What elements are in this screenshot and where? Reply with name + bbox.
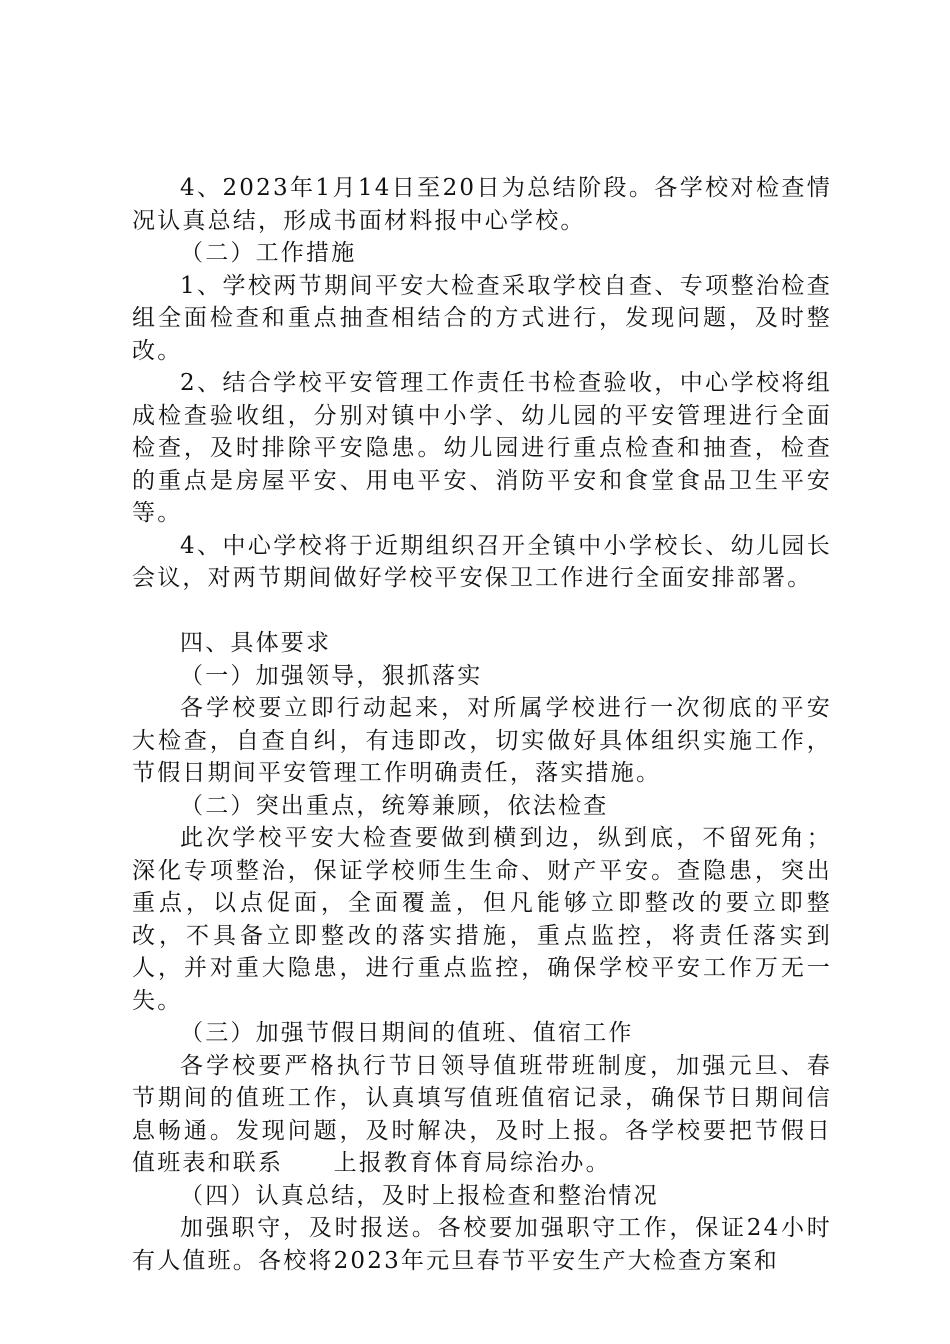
heading-strengthen-leadership: （一）加强领导，狠抓落实 [180,662,483,689]
heading-specific-requirements: 四、具体要求 [180,630,332,656]
paragraph-measure-4: 4、中心学校将于近期组织召开全镇中小学校长、幼儿园长会议，对两节期间做好学校平安保卫工作进行全面安排部署。 [132,532,832,591]
heading-duty-work: （三）加强节假日期间的值班、值宿工作 [180,1020,634,1046]
document-body [132,172,832,1277]
heading-work-measures: （二）工作措施 [180,240,357,266]
heading-summary-report: （四）认真总结，及时上报检查和整治情况 [180,1182,659,1209]
paragraph-measure-2: 2、结合学校平安管理工作责任书检查验收，中心学校将组成检查验收组，分别对镇中小学、幼儿园的平安管理进行全面检查，及时排除平安隐患。幼儿园进行重点检查和抽查，检查的重点是房屋平安、用电平安、消防平安和食堂食品卫生平安等。 [132,370,832,526]
paragraph-summary-stage: 4、2023年1月14日至20日为总结阶段。各学校对检查情况认真总结，形成书面材料报中心学校。 [132,175,832,234]
paragraph-duty-work: 各学校要严格执行节日领导值班带班制度，加强元旦、春节期间的值班工作，认真填写值班值宿记录，确保节日期间信息畅通。发现问题，及时解决，及时上报。各学校要把节假日值班表和联系 上报教育体育局综治办。 [132,1052,832,1176]
paragraph-leadership: 各学校要立即行动起来，对所属学校进行一次彻底的平安大检查，自查自纠，有违即改，切实做好具体组织实施工作，节假日期间平安管理工作明确责任，落实措施。 [132,695,832,786]
paragraph-measure-1: 1、学校两节期间平安大检查采取学校自查、专项整治检查组全面检查和重点抽查相结合的方式进行，发现问题，及时整改。 [132,272,832,364]
paragraph-summary-report: 加强职守，及时报送。各校要加强职守工作，保证24小时有人值班。各校将2023年元旦春节平安生产大检查方案和 [132,1215,832,1274]
heading-highlight-key-points: （二）突出重点，统筹兼顾，依法检查 [180,792,609,819]
paragraph-key-points: 此次学校平安大检查要做到横到边，纵到底，不留死角；深化专项整治，保证学校师生生命、财产平安。查隐患，突出重点，以点促面，全面覆盖，但凡能够立即整改的要立即整改，不具备立即整改的落实措施，重点监控，将责任落实到人，并对重大隐患，进行重点监控，确保学校平安工作万无一失。 [132,825,832,1014]
section-spacer [132,595,832,628]
